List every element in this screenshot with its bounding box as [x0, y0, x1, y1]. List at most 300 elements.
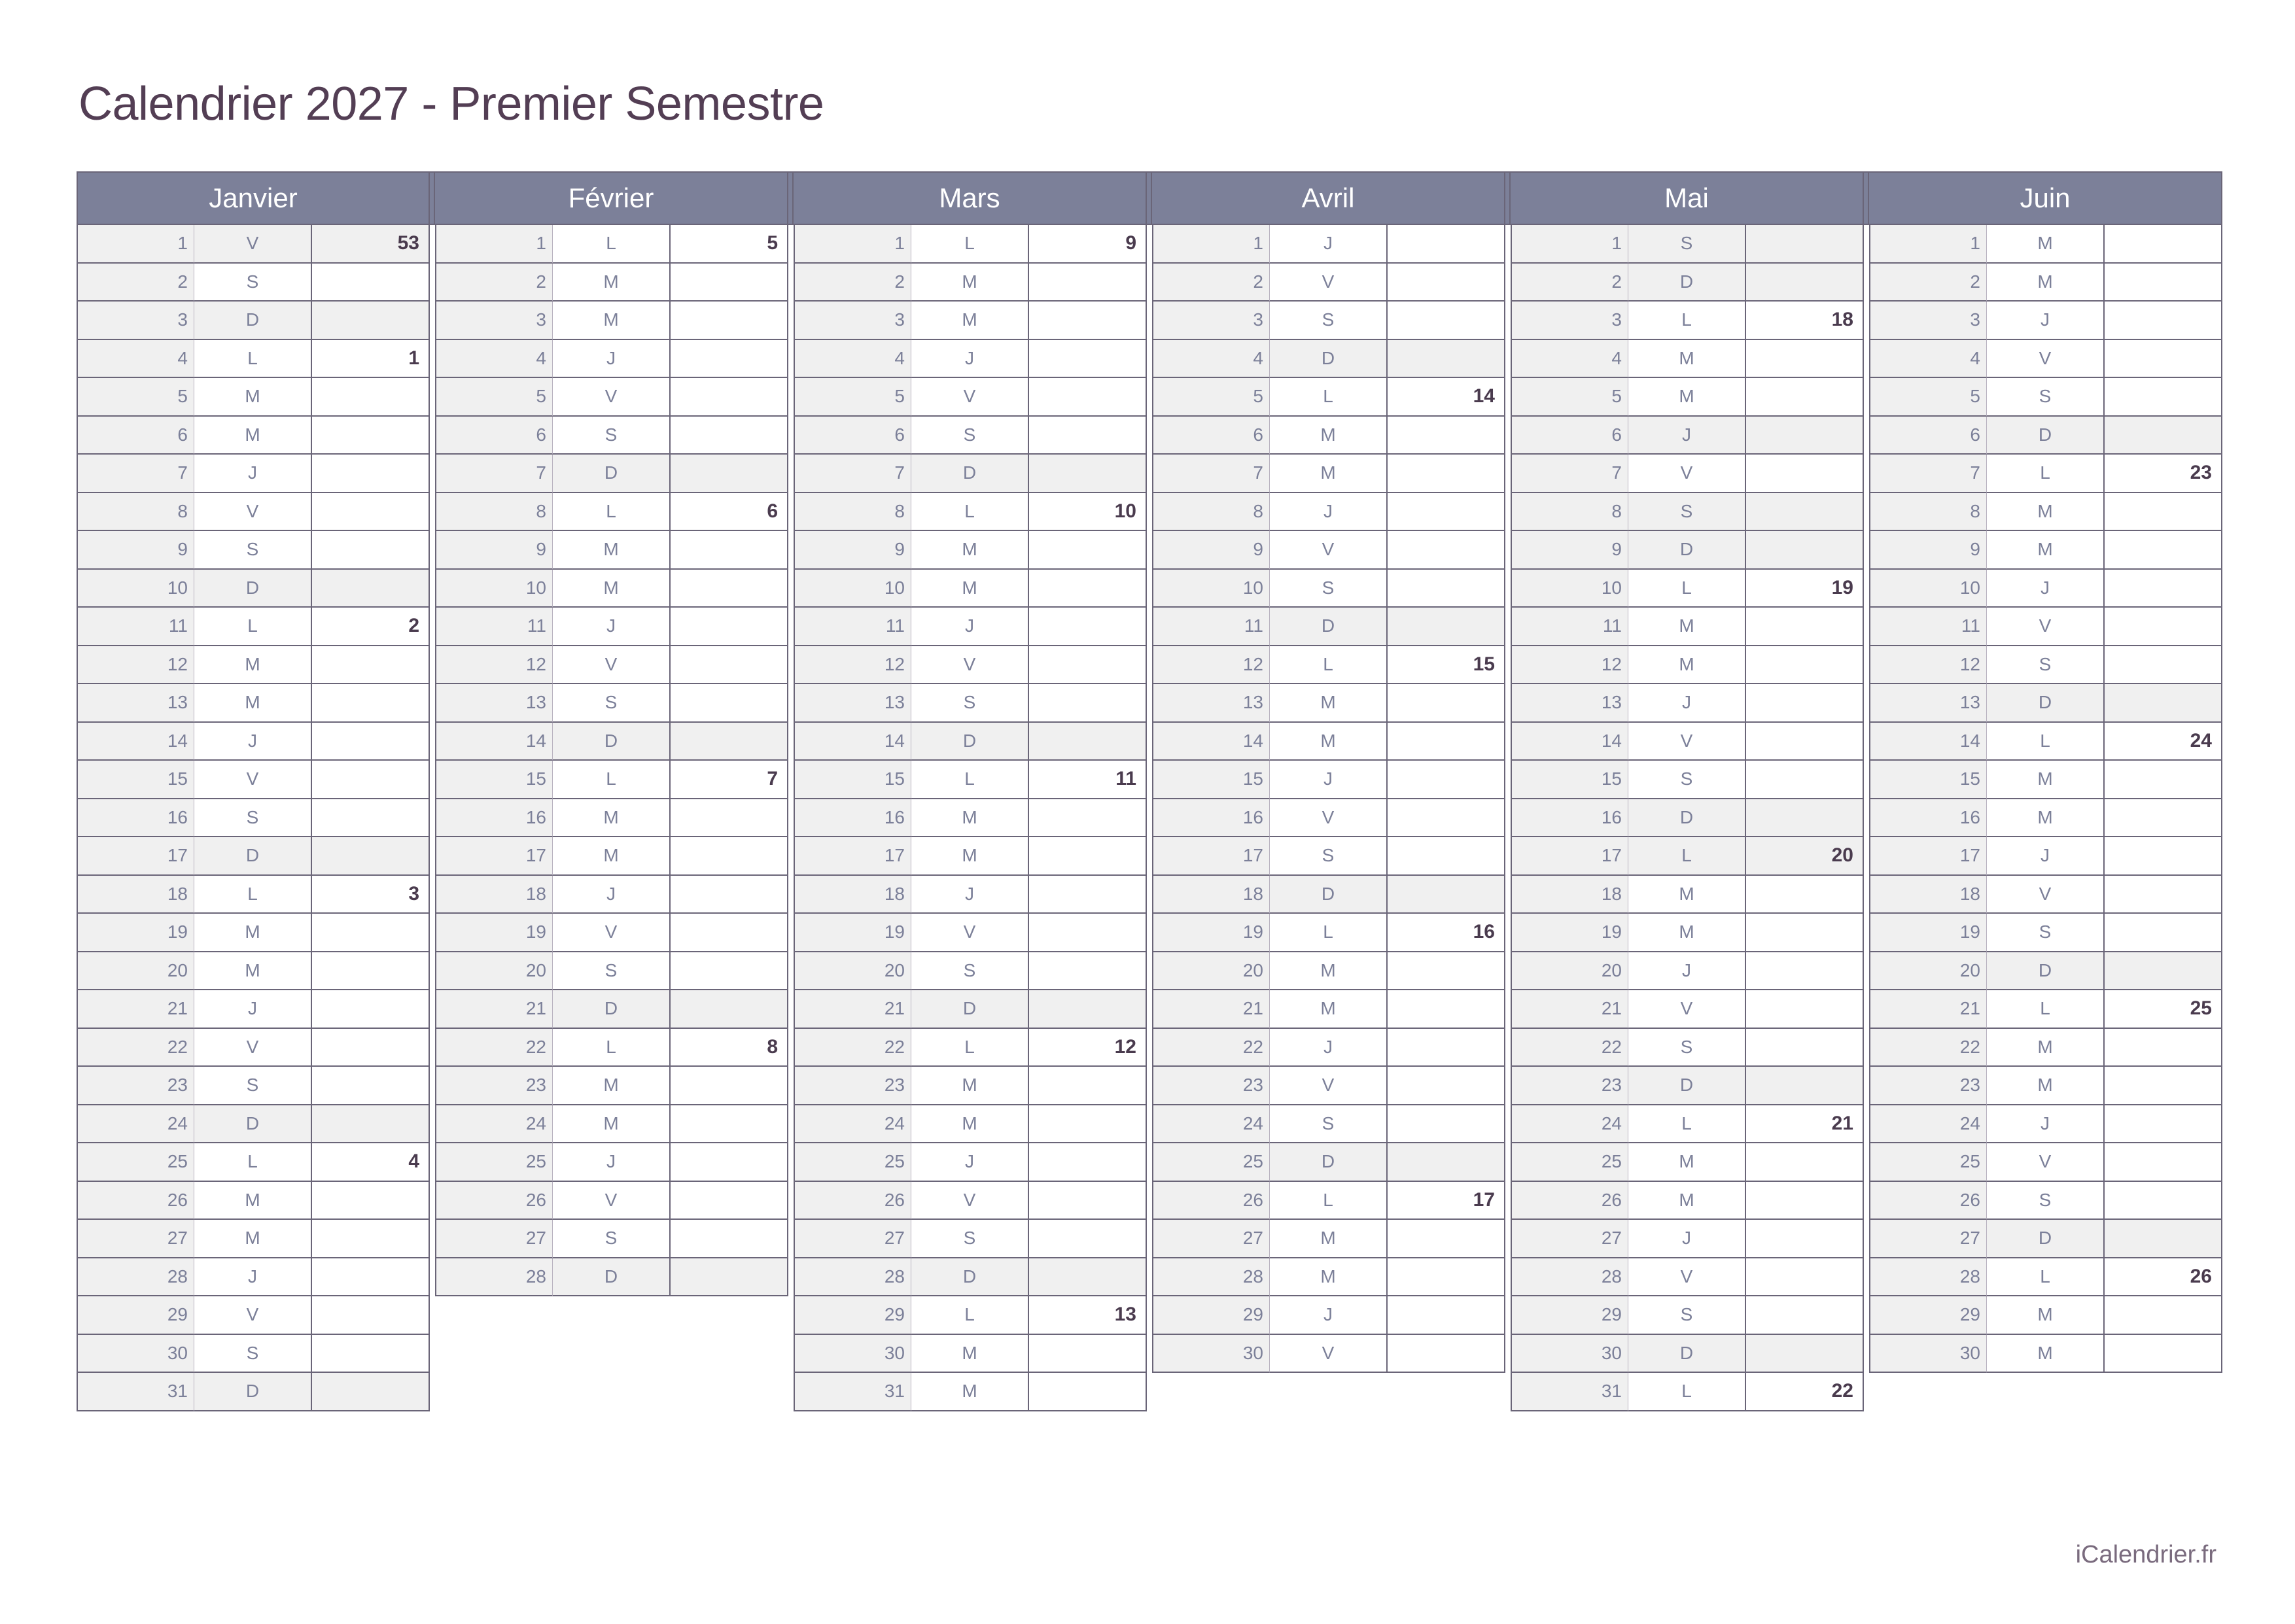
- day-number: 22: [1511, 1029, 1628, 1067]
- month-gap: [1505, 1029, 1511, 1067]
- day-note-cell[interactable]: [1029, 455, 1147, 493]
- day-number: 4: [1511, 340, 1628, 379]
- calendar-row: [77, 1067, 2222, 1105]
- day-note-cell[interactable]: [2105, 1296, 2222, 1335]
- day-note-cell[interactable]: [1388, 225, 1505, 264]
- day-note-cell[interactable]: [671, 417, 788, 455]
- day-note-cell[interactable]: [2105, 417, 2222, 455]
- day-number: 21: [794, 990, 911, 1029]
- day-note-cell[interactable]: [312, 493, 430, 532]
- week-number[interactable]: 18: [1746, 302, 1864, 340]
- day-note-cell[interactable]: [1029, 1335, 1147, 1373]
- site-credit: iCalendrier.fr: [2075, 1541, 2216, 1568]
- month-gap: [788, 723, 794, 761]
- day-number: 14: [1511, 723, 1628, 761]
- day-note-cell[interactable]: [2105, 340, 2222, 379]
- day-note-cell[interactable]: [1746, 378, 1864, 417]
- day-note-cell[interactable]: [1029, 1105, 1147, 1144]
- day-note-cell[interactable]: [671, 455, 788, 493]
- day-note-cell[interactable]: [312, 455, 430, 493]
- day-number: 16: [1511, 799, 1628, 838]
- day-number: 28: [1869, 1258, 1987, 1297]
- day-number: 17: [77, 837, 194, 876]
- week-number[interactable]: 8: [671, 1029, 788, 1067]
- day-note-cell[interactable]: [671, 952, 788, 991]
- day-note-cell[interactable]: [1746, 723, 1864, 761]
- week-number[interactable]: 7: [671, 761, 788, 799]
- day-note-cell[interactable]: [1388, 1220, 1505, 1258]
- day-letter: D: [1987, 417, 2105, 455]
- week-number[interactable]: 3: [312, 876, 430, 914]
- day-note-cell[interactable]: [1388, 1335, 1505, 1373]
- day-letter: S: [1628, 225, 1746, 264]
- day-number: 10: [77, 570, 194, 608]
- day-note-cell[interactable]: [1029, 1220, 1147, 1258]
- day-note-cell[interactable]: [671, 914, 788, 952]
- day-note-cell[interactable]: [2105, 646, 2222, 685]
- day-letter: J: [1270, 493, 1388, 532]
- day-note-cell[interactable]: [2105, 1182, 2222, 1220]
- day-note-cell[interactable]: [312, 378, 430, 417]
- day-note-cell[interactable]: [1746, 264, 1864, 302]
- day-note-cell[interactable]: [2105, 608, 2222, 646]
- week-number[interactable]: 4: [312, 1143, 430, 1182]
- month-gap: [430, 455, 435, 493]
- day-note-cell[interactable]: [2105, 264, 2222, 302]
- day-letter: S: [194, 1067, 312, 1105]
- calendar-body: [77, 225, 2222, 1411]
- day-note-cell[interactable]: [671, 570, 788, 608]
- day-letter: M: [1270, 417, 1388, 455]
- calendar-row: [77, 837, 2222, 876]
- month-gap: [788, 1335, 794, 1373]
- day-note-cell[interactable]: [2105, 837, 2222, 876]
- week-number[interactable]: 16: [1388, 914, 1505, 952]
- day-letter: M: [1270, 990, 1388, 1029]
- day-note-cell[interactable]: [2105, 799, 2222, 838]
- week-number[interactable]: 25: [2105, 990, 2222, 1029]
- day-number: 13: [77, 684, 194, 723]
- day-note-cell[interactable]: [2105, 876, 2222, 914]
- day-note-cell[interactable]: [1746, 1258, 1864, 1297]
- day-note-cell[interactable]: [1388, 723, 1505, 761]
- day-letter: D: [194, 302, 312, 340]
- week-number[interactable]: 5: [671, 225, 788, 264]
- day-letter: J: [1270, 1296, 1388, 1335]
- day-note-cell[interactable]: [312, 570, 430, 608]
- day-note-cell[interactable]: [1746, 608, 1864, 646]
- day-letter: V: [1270, 1067, 1388, 1105]
- day-note-cell[interactable]: [2105, 570, 2222, 608]
- day-letter: L: [553, 493, 671, 532]
- day-number: 24: [794, 1105, 911, 1144]
- day-note-cell[interactable]: [2105, 1105, 2222, 1144]
- day-note-cell[interactable]: [1029, 646, 1147, 685]
- day-letter: M: [1987, 1029, 2105, 1067]
- month-gap: [1147, 1105, 1152, 1144]
- week-number[interactable]: 22: [1746, 1373, 1864, 1411]
- day-note-cell[interactable]: [1388, 876, 1505, 914]
- day-note-cell[interactable]: [312, 723, 430, 761]
- week-number[interactable]: 12: [1029, 1029, 1147, 1067]
- day-note-cell[interactable]: [2105, 531, 2222, 570]
- month-gap: [1505, 225, 1511, 264]
- day-note-cell[interactable]: [1388, 302, 1505, 340]
- week-number[interactable]: 20: [1746, 837, 1864, 876]
- day-number: 13: [1511, 684, 1628, 723]
- day-letter: J: [553, 340, 671, 379]
- day-number: 26: [77, 1182, 194, 1220]
- day-number: 5: [1869, 378, 1987, 417]
- week-number[interactable]: 53: [312, 225, 430, 264]
- day-note-cell[interactable]: [1746, 417, 1864, 455]
- day-number: 25: [1869, 1143, 1987, 1182]
- day-letter: S: [1628, 493, 1746, 532]
- day-note-cell[interactable]: [1746, 761, 1864, 799]
- day-number: 19: [1152, 914, 1270, 952]
- day-note-cell[interactable]: [1746, 1067, 1864, 1105]
- day-note-cell[interactable]: [312, 531, 430, 570]
- day-note-cell[interactable]: [2105, 914, 2222, 952]
- day-note-cell[interactable]: [1746, 876, 1864, 914]
- day-note-cell[interactable]: [1029, 378, 1147, 417]
- day-note-cell[interactable]: [1029, 608, 1147, 646]
- day-note-cell[interactable]: [312, 952, 430, 991]
- day-number: 28: [794, 1258, 911, 1297]
- day-number: 22: [435, 1029, 553, 1067]
- week-number[interactable]: 26: [2105, 1258, 2222, 1297]
- week-number[interactable]: 17: [1388, 1182, 1505, 1220]
- calendar-row: [77, 1029, 2222, 1067]
- day-note-cell[interactable]: [671, 646, 788, 685]
- day-letter: J: [1628, 1220, 1746, 1258]
- day-note-cell[interactable]: [312, 264, 430, 302]
- day-note-cell[interactable]: [671, 1220, 788, 1258]
- day-number: 22: [1869, 1029, 1987, 1067]
- day-note-cell[interactable]: [1746, 990, 1864, 1029]
- empty-cell: [1388, 1373, 1505, 1411]
- day-letter: S: [1628, 1029, 1746, 1067]
- month-gap: [430, 837, 435, 876]
- day-note-cell[interactable]: [312, 761, 430, 799]
- day-number: 11: [77, 608, 194, 646]
- day-note-cell[interactable]: [671, 1182, 788, 1220]
- day-note-cell[interactable]: [671, 990, 788, 1029]
- day-note-cell[interactable]: [1388, 799, 1505, 838]
- month-gap: [788, 876, 794, 914]
- day-note-cell[interactable]: [2105, 952, 2222, 991]
- day-note-cell[interactable]: [312, 1029, 430, 1067]
- day-letter: J: [553, 608, 671, 646]
- day-letter: V: [911, 914, 1029, 952]
- day-note-cell[interactable]: [1388, 531, 1505, 570]
- day-note-cell[interactable]: [1029, 1067, 1147, 1105]
- day-note-cell[interactable]: [671, 1258, 788, 1297]
- day-note-cell[interactable]: [1746, 1335, 1864, 1373]
- day-note-cell[interactable]: [1746, 684, 1864, 723]
- day-letter: M: [1270, 952, 1388, 991]
- day-letter: L: [911, 1296, 1029, 1335]
- day-letter: M: [194, 378, 312, 417]
- day-letter: M: [1987, 264, 2105, 302]
- day-note-cell[interactable]: [671, 340, 788, 379]
- day-number: 21: [435, 990, 553, 1029]
- day-note-cell[interactable]: [312, 417, 430, 455]
- day-note-cell[interactable]: [2105, 225, 2222, 264]
- day-letter: M: [911, 799, 1029, 838]
- day-note-cell[interactable]: [312, 1258, 430, 1297]
- day-note-cell[interactable]: [312, 837, 430, 876]
- day-number: 28: [1511, 1258, 1628, 1297]
- week-number[interactable]: 14: [1388, 378, 1505, 417]
- day-note-cell[interactable]: [1746, 1029, 1864, 1067]
- day-note-cell[interactable]: [2105, 761, 2222, 799]
- month-gap: [1864, 837, 1869, 876]
- day-note-cell[interactable]: [1388, 1029, 1505, 1067]
- day-letter: S: [194, 799, 312, 838]
- day-note-cell[interactable]: [2105, 1220, 2222, 1258]
- day-note-cell[interactable]: [1029, 531, 1147, 570]
- day-note-cell[interactable]: [671, 378, 788, 417]
- day-note-cell[interactable]: [1029, 340, 1147, 379]
- day-number: 3: [435, 302, 553, 340]
- day-note-cell[interactable]: [1746, 493, 1864, 532]
- month-gap: [1505, 1182, 1511, 1220]
- day-letter: S: [911, 684, 1029, 723]
- day-number: 6: [435, 417, 553, 455]
- day-letter: L: [1270, 1182, 1388, 1220]
- month-gap: [788, 378, 794, 417]
- day-note-cell[interactable]: [1029, 570, 1147, 608]
- day-note-cell[interactable]: [1029, 1143, 1147, 1182]
- day-note-cell[interactable]: [2105, 493, 2222, 532]
- day-note-cell[interactable]: [1746, 455, 1864, 493]
- day-note-cell[interactable]: [2105, 1143, 2222, 1182]
- month-gap: [1505, 570, 1511, 608]
- day-note-cell[interactable]: [1388, 455, 1505, 493]
- day-note-cell[interactable]: [1029, 914, 1147, 952]
- day-letter: V: [911, 1182, 1029, 1220]
- day-note-cell[interactable]: [1029, 952, 1147, 991]
- day-number: 2: [1869, 264, 1987, 302]
- day-note-cell[interactable]: [1029, 1373, 1147, 1411]
- month-gap: [788, 761, 794, 799]
- month-gap: [788, 990, 794, 1029]
- day-note-cell[interactable]: [312, 990, 430, 1029]
- day-note-cell[interactable]: [1746, 799, 1864, 838]
- day-note-cell[interactable]: [1029, 876, 1147, 914]
- month-gap: [788, 608, 794, 646]
- month-gap: [1864, 1335, 1869, 1373]
- day-letter: L: [1628, 1105, 1746, 1144]
- day-note-cell[interactable]: [671, 1143, 788, 1182]
- day-letter: V: [194, 225, 312, 264]
- day-number: 5: [1152, 378, 1270, 417]
- day-number: 6: [794, 417, 911, 455]
- month-gap: [788, 340, 794, 379]
- month-gap: [430, 914, 435, 952]
- day-note-cell[interactable]: [1746, 646, 1864, 685]
- week-number[interactable]: 19: [1746, 570, 1864, 608]
- empty-cell: [435, 1296, 553, 1335]
- day-note-cell[interactable]: [312, 302, 430, 340]
- week-number[interactable]: 6: [671, 493, 788, 532]
- empty-cell: [435, 1373, 553, 1411]
- week-number[interactable]: 15: [1388, 646, 1505, 685]
- day-note-cell[interactable]: [1388, 952, 1505, 991]
- week-number[interactable]: 11: [1029, 761, 1147, 799]
- day-note-cell[interactable]: [312, 684, 430, 723]
- day-letter: L: [1628, 1373, 1746, 1411]
- day-note-cell[interactable]: [1746, 1220, 1864, 1258]
- day-note-cell[interactable]: [1746, 340, 1864, 379]
- week-number[interactable]: 24: [2105, 723, 2222, 761]
- day-note-cell[interactable]: [2105, 684, 2222, 723]
- day-note-cell[interactable]: [1388, 1067, 1505, 1105]
- day-note-cell[interactable]: [312, 799, 430, 838]
- day-letter: M: [1987, 1335, 2105, 1373]
- day-note-cell[interactable]: [1388, 570, 1505, 608]
- day-note-cell[interactable]: [1029, 723, 1147, 761]
- day-note-cell[interactable]: [1388, 1258, 1505, 1297]
- day-note-cell[interactable]: [1029, 990, 1147, 1029]
- day-note-cell[interactable]: [1746, 225, 1864, 264]
- day-note-cell[interactable]: [1029, 302, 1147, 340]
- day-note-cell[interactable]: [312, 914, 430, 952]
- week-number[interactable]: 1: [312, 340, 430, 379]
- day-note-cell[interactable]: [1746, 531, 1864, 570]
- day-note-cell[interactable]: [1388, 1296, 1505, 1335]
- day-letter: D: [553, 990, 671, 1029]
- day-number: 4: [1152, 340, 1270, 379]
- day-note-cell[interactable]: [1029, 417, 1147, 455]
- day-note-cell[interactable]: [2105, 302, 2222, 340]
- day-number: 1: [435, 225, 553, 264]
- day-note-cell[interactable]: [671, 876, 788, 914]
- day-note-cell[interactable]: [2105, 1335, 2222, 1373]
- week-number[interactable]: 13: [1029, 1296, 1147, 1335]
- day-note-cell[interactable]: [671, 264, 788, 302]
- month-gap: [1147, 1067, 1152, 1105]
- day-note-cell[interactable]: [1029, 1258, 1147, 1297]
- day-note-cell[interactable]: [1746, 1182, 1864, 1220]
- day-number: 31: [1511, 1373, 1628, 1411]
- day-note-cell[interactable]: [1388, 761, 1505, 799]
- day-note-cell[interactable]: [671, 302, 788, 340]
- day-note-cell[interactable]: [1388, 264, 1505, 302]
- week-number[interactable]: 21: [1746, 1105, 1864, 1144]
- day-letter: M: [1628, 378, 1746, 417]
- month-gap: [788, 1067, 794, 1105]
- month-gap: [430, 1105, 435, 1144]
- day-number: 20: [794, 952, 911, 991]
- day-note-cell[interactable]: [1029, 684, 1147, 723]
- day-note-cell[interactable]: [671, 1067, 788, 1105]
- month-gap: [788, 646, 794, 685]
- day-note-cell[interactable]: [1746, 952, 1864, 991]
- day-letter: D: [1270, 608, 1388, 646]
- day-number: 14: [1869, 723, 1987, 761]
- calendar-row: [77, 302, 2222, 340]
- week-number[interactable]: 10: [1029, 493, 1147, 532]
- day-note-cell[interactable]: [2105, 1067, 2222, 1105]
- day-note-cell[interactable]: [2105, 378, 2222, 417]
- day-note-cell[interactable]: [671, 608, 788, 646]
- day-note-cell[interactable]: [2105, 1029, 2222, 1067]
- day-note-cell[interactable]: [312, 1182, 430, 1220]
- day-note-cell[interactable]: [1746, 1143, 1864, 1182]
- day-note-cell[interactable]: [671, 531, 788, 570]
- week-number[interactable]: 9: [1029, 225, 1147, 264]
- day-note-cell[interactable]: [312, 1296, 430, 1335]
- day-note-cell[interactable]: [1746, 1296, 1864, 1335]
- day-note-cell[interactable]: [1029, 1182, 1147, 1220]
- day-letter: V: [553, 378, 671, 417]
- day-note-cell[interactable]: [1029, 264, 1147, 302]
- week-number[interactable]: 2: [312, 608, 430, 646]
- day-note-cell[interactable]: [312, 1335, 430, 1373]
- day-note-cell[interactable]: [1029, 799, 1147, 838]
- day-note-cell[interactable]: [671, 684, 788, 723]
- day-note-cell[interactable]: [1388, 990, 1505, 1029]
- day-note-cell[interactable]: [312, 1220, 430, 1258]
- day-letter: M: [1987, 531, 2105, 570]
- month-gap: [788, 1296, 794, 1335]
- month-gap: [430, 1143, 435, 1182]
- day-number: 1: [794, 225, 911, 264]
- day-number: 19: [794, 914, 911, 952]
- calendar-row: [77, 1105, 2222, 1144]
- day-letter: M: [1270, 684, 1388, 723]
- calendar-row: [77, 1182, 2222, 1220]
- day-note-cell[interactable]: [1388, 837, 1505, 876]
- day-note-cell[interactable]: [1746, 914, 1864, 952]
- day-note-cell[interactable]: [1388, 1143, 1505, 1182]
- day-note-cell[interactable]: [1029, 837, 1147, 876]
- day-note-cell[interactable]: [1388, 684, 1505, 723]
- day-letter: S: [194, 1335, 312, 1373]
- month-gap: [1505, 378, 1511, 417]
- day-note-cell[interactable]: [312, 646, 430, 685]
- day-note-cell[interactable]: [1388, 417, 1505, 455]
- day-letter: D: [553, 723, 671, 761]
- day-note-cell[interactable]: [312, 1105, 430, 1144]
- day-number: 2: [435, 264, 553, 302]
- month-gap: [1864, 1182, 1869, 1220]
- day-note-cell[interactable]: [1388, 340, 1505, 379]
- day-number: 1: [1869, 225, 1987, 264]
- month-gap: [1147, 531, 1152, 570]
- day-note-cell[interactable]: [671, 723, 788, 761]
- day-note-cell[interactable]: [671, 1105, 788, 1144]
- day-number: 8: [77, 493, 194, 532]
- day-letter: J: [911, 608, 1029, 646]
- day-note-cell[interactable]: [671, 799, 788, 838]
- day-number: 25: [1511, 1143, 1628, 1182]
- day-note-cell[interactable]: [1388, 608, 1505, 646]
- month-gap: [1147, 570, 1152, 608]
- day-note-cell[interactable]: [671, 837, 788, 876]
- month-gap: [1864, 646, 1869, 685]
- week-number[interactable]: 23: [2105, 455, 2222, 493]
- day-note-cell[interactable]: [1388, 493, 1505, 532]
- day-note-cell[interactable]: [1388, 1105, 1505, 1144]
- day-note-cell[interactable]: [312, 1067, 430, 1105]
- day-number: 12: [77, 646, 194, 685]
- day-letter: D: [1270, 1143, 1388, 1182]
- day-number: 30: [77, 1335, 194, 1373]
- day-note-cell[interactable]: [312, 1373, 430, 1411]
